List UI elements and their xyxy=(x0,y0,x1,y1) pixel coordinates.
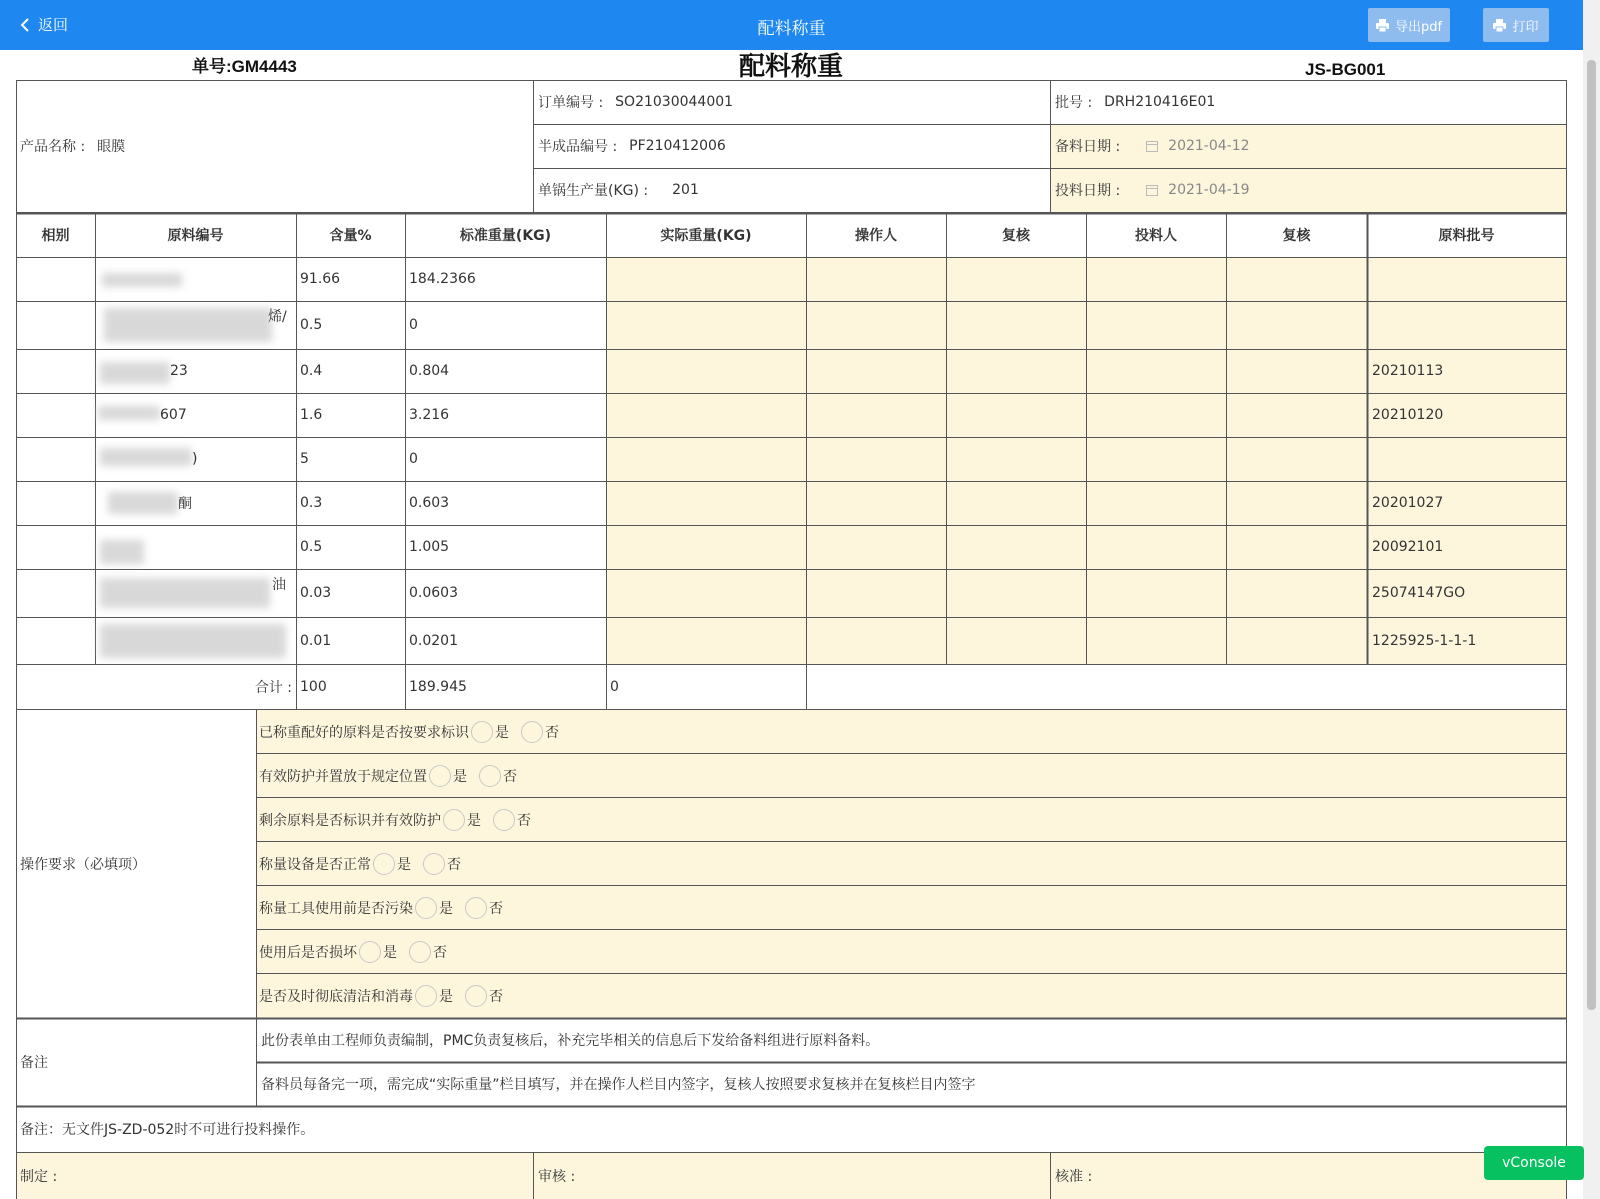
requirement-text: 是否及时彻底清洁和消毒 xyxy=(259,988,413,1005)
prepared-by-field[interactable]: 制定 : xyxy=(20,1168,58,1185)
no-label: 否 xyxy=(489,988,503,1005)
no-label: 否 xyxy=(433,944,447,961)
total-percent: 100 xyxy=(300,678,327,695)
col-header-material-code: 原料编号 xyxy=(167,228,224,244)
requirement-item xyxy=(259,886,503,929)
no-label: 否 xyxy=(489,900,503,917)
row-percent: 0.5 xyxy=(300,539,323,555)
print-label: 打印 xyxy=(1512,19,1539,35)
prep-date-field[interactable] xyxy=(1055,124,1250,168)
requirement-item xyxy=(259,974,503,1017)
total-actual-weight: 0 xyxy=(610,678,619,695)
row-code-suffix: 23 xyxy=(170,363,188,379)
page-title: 配料称重 xyxy=(757,19,826,39)
col-header-lot-number: 原料批号 xyxy=(1438,228,1495,244)
scrollbar-thumb[interactable] xyxy=(1587,60,1596,1010)
no-radio[interactable] xyxy=(423,853,445,875)
yes-radio[interactable] xyxy=(415,985,437,1007)
requirement-item xyxy=(259,754,517,797)
reviewed-by-field[interactable]: 审核 : xyxy=(538,1168,576,1185)
yes-radio[interactable] xyxy=(443,809,465,831)
row-lot-number[interactable]: 20210113 xyxy=(1372,363,1444,379)
redacted-material-code xyxy=(98,406,160,420)
yes-radio[interactable] xyxy=(359,941,381,963)
row-percent: 5 xyxy=(300,451,309,467)
col-header-phase: 相别 xyxy=(41,228,70,244)
remark-line-2: 备料员每备完一项，需完成“实际重量”栏目填写，并在操作人栏目内签字，复核人按照要求复核并在复核栏目内签字 xyxy=(261,1077,976,1093)
print-button[interactable] xyxy=(1483,8,1549,42)
signature-row-bg[interactable] xyxy=(16,1152,1566,1199)
row-lot-number[interactable]: 20092101 xyxy=(1372,539,1444,555)
requirement-text: 已称重配好的原料是否按要求标识 xyxy=(259,724,469,741)
yes-label: 是 xyxy=(383,944,397,961)
total-label: 合计 : xyxy=(254,679,292,696)
vconsole-button[interactable]: vConsole xyxy=(1484,1146,1584,1180)
printer-icon xyxy=(1493,19,1506,32)
redacted-material-code xyxy=(104,308,272,342)
yes-label: 是 xyxy=(453,768,467,785)
feed-date-field[interactable] xyxy=(1055,168,1250,212)
yes-label: 是 xyxy=(439,988,453,1005)
remark-line-1: 此份表单由工程师负责编制，PMC负责复核后，补充完毕相关的信息后下发给备料组进行原料备料。 xyxy=(261,1033,880,1049)
no-radio[interactable] xyxy=(479,765,501,787)
row-code-suffix: 607 xyxy=(160,407,187,423)
redacted-material-code xyxy=(100,624,286,658)
row-code-suffix: 烯/ xyxy=(268,309,287,325)
col-header-std-weight: 标准重量(KG) xyxy=(459,228,552,244)
product-name-label: 产品名称 : xyxy=(20,139,86,155)
col-header-review-2: 复核 xyxy=(1282,228,1311,244)
row-percent: 0.5 xyxy=(300,317,323,333)
remark-note: 备注：无文件JS-ZD-052时不可进行投料操作。 xyxy=(20,1122,315,1138)
semi-product-field xyxy=(538,124,726,168)
semi-product-value: PF210412006 xyxy=(629,138,726,154)
no-label: 否 xyxy=(545,724,559,741)
col-header-operator: 操作人 xyxy=(855,228,897,244)
semi-product-label: 半成品编号 : xyxy=(538,139,618,155)
order-number: 单号:GM4443 xyxy=(192,57,297,76)
row-std-weight: 0 xyxy=(409,317,418,333)
col-header-actual-weight: 实际重量(KG) xyxy=(660,228,752,244)
row-std-weight: 0.603 xyxy=(409,495,450,511)
row-std-weight: 0.804 xyxy=(409,363,450,379)
col-header-feeder: 投料人 xyxy=(1135,228,1177,244)
order-code-field xyxy=(538,80,733,124)
row-lot-number[interactable]: 1225925-1-1-1 xyxy=(1372,632,1477,649)
redacted-material-code xyxy=(100,540,144,564)
form-code: JS-BG001 xyxy=(1305,60,1386,79)
no-label: 否 xyxy=(517,812,531,829)
no-label: 否 xyxy=(503,768,517,785)
top-bar xyxy=(0,0,1583,50)
requirement-item xyxy=(259,842,461,885)
row-code-suffix: 酮 xyxy=(178,496,192,512)
no-radio[interactable] xyxy=(465,897,487,919)
row-percent: 91.66 xyxy=(300,271,341,287)
product-name-value: 眼膜 xyxy=(97,139,126,155)
feed-date-value[interactable]: 2021-04-19 xyxy=(1168,182,1250,198)
export-pdf-label: 导出pdf xyxy=(1394,19,1443,35)
document-title: 配料称重 xyxy=(739,51,844,81)
row-lot-number[interactable]: 25074147GO xyxy=(1372,585,1466,601)
row-std-weight: 0 xyxy=(409,451,418,467)
yes-radio[interactable] xyxy=(373,853,395,875)
no-radio[interactable] xyxy=(465,985,487,1007)
requirements-label: 操作要求（必填项） xyxy=(20,856,146,873)
redacted-material-code xyxy=(108,492,178,514)
total-std-weight: 189.945 xyxy=(409,678,467,695)
requirement-text: 剩余原料是否标识并有效防护 xyxy=(259,812,441,829)
row-std-weight: 3.216 xyxy=(409,407,450,423)
export-pdf-button[interactable] xyxy=(1368,8,1450,42)
back-label: 返回 xyxy=(38,16,69,34)
yes-label: 是 xyxy=(397,856,411,873)
requirement-item xyxy=(259,710,559,753)
order-code-value: SO21030044001 xyxy=(615,94,734,110)
yes-radio[interactable] xyxy=(471,721,493,743)
calendar-icon xyxy=(1146,140,1158,152)
row-lot-number[interactable]: 20201027 xyxy=(1372,495,1444,511)
row-std-weight: 184.2366 xyxy=(409,271,476,287)
yes-radio[interactable] xyxy=(429,765,451,787)
row-code-suffix: 油 xyxy=(272,577,286,593)
printer-icon xyxy=(1376,19,1389,32)
batch-value: DRH210416E01 xyxy=(1104,94,1216,110)
redacted-material-code xyxy=(100,448,192,466)
actual-weight-signature-area[interactable] xyxy=(607,257,1367,664)
row-percent: 0.3 xyxy=(300,495,323,511)
pot-output-field xyxy=(538,168,699,212)
col-header-percent: 含量% xyxy=(329,228,372,244)
row-std-weight: 0.0201 xyxy=(409,632,458,649)
row-percent: 1.6 xyxy=(300,407,323,423)
row-code-suffix: ) xyxy=(192,451,198,467)
batch-field xyxy=(1055,80,1215,124)
yes-label: 是 xyxy=(467,812,481,829)
requirement-item xyxy=(259,798,531,841)
yes-radio[interactable] xyxy=(415,897,437,919)
product-name-field xyxy=(20,80,125,212)
requirement-text: 称量设备是否正常 xyxy=(259,856,371,873)
yes-label: 是 xyxy=(495,724,509,741)
yes-label: 是 xyxy=(439,900,453,917)
no-radio[interactable] xyxy=(409,941,431,963)
row-lot-number[interactable]: 20210120 xyxy=(1372,407,1444,423)
row-percent: 0.4 xyxy=(300,363,323,379)
redacted-material-code xyxy=(102,273,182,287)
prep-date-label: 备料日期 : xyxy=(1055,139,1121,155)
no-radio[interactable] xyxy=(521,721,543,743)
row-std-weight: 1.005 xyxy=(409,539,450,555)
redacted-material-code xyxy=(100,362,170,384)
requirement-text: 称量工具使用前是否污染 xyxy=(259,900,413,917)
no-label: 否 xyxy=(447,856,461,873)
feed-date-label: 投料日期 : xyxy=(1055,183,1121,199)
remarks-label: 备注 xyxy=(20,1055,48,1071)
no-radio[interactable] xyxy=(493,809,515,831)
col-header-review-1: 复核 xyxy=(1002,228,1030,244)
requirement-text: 有效防护并置放于规定位置 xyxy=(259,768,427,785)
row-percent: 0.03 xyxy=(300,585,332,601)
prep-date-value[interactable]: 2021-04-12 xyxy=(1168,138,1250,154)
batch-label: 批号 : xyxy=(1055,95,1093,111)
requirement-text: 使用后是否损坏 xyxy=(259,944,357,961)
order-code-label: 订单编号 : xyxy=(538,95,604,111)
approved-by-field[interactable]: 核准 : xyxy=(1055,1168,1093,1185)
row-std-weight: 0.0603 xyxy=(409,585,458,601)
redacted-material-code xyxy=(100,578,270,608)
pot-output-label: 单锅生产量(KG) : xyxy=(538,183,649,199)
pot-output-value: 201 xyxy=(672,182,699,198)
calendar-icon xyxy=(1146,184,1158,196)
row-percent: 0.01 xyxy=(300,632,332,649)
requirement-item xyxy=(259,930,447,973)
